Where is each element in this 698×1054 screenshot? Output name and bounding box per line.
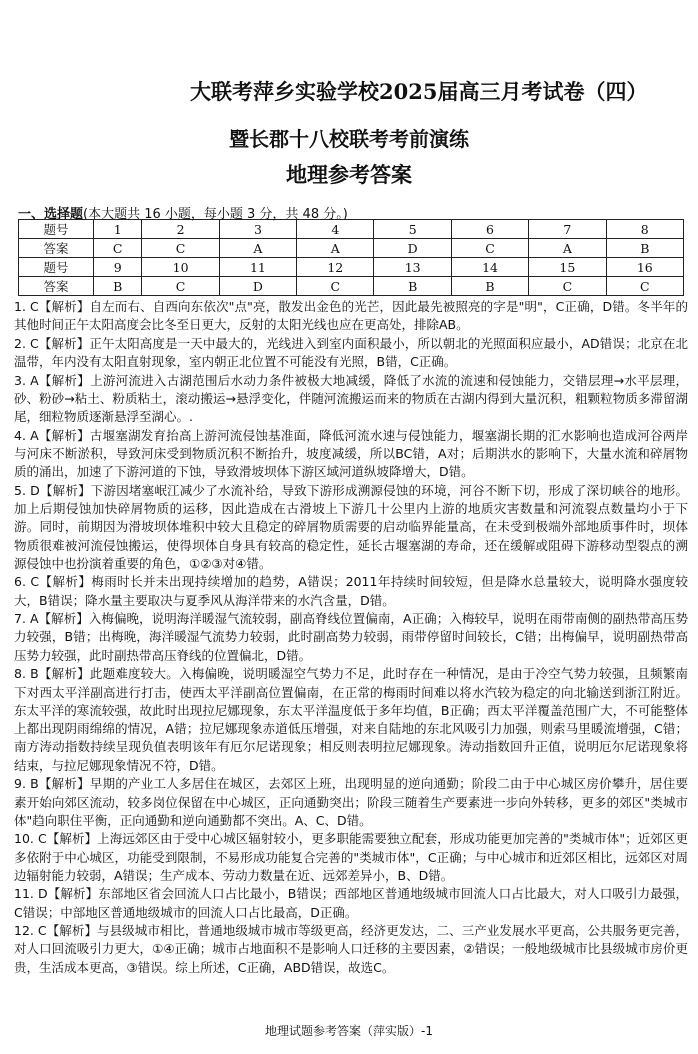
answer-cell: C [142,239,219,258]
question-number: 13 [374,258,451,277]
question-number: 10 [142,258,219,277]
row-label: 题号 [19,258,94,277]
question-number: 5 [374,220,451,239]
answer-cell: D [219,277,296,296]
question-number: 3 [219,220,296,239]
explanation-paragraph: 8. B【解析】此题难度较大。入梅偏晚，说明暖湿空气势力不足，此时存在一种情况，是由于冷空气势力较强，且频繁南下对西太平洋副高进行打击，使西太平洋副高位置偏南，在正常的梅雨时间难以将水汽较为稳定的向北输送到浙江附近。东太平洋的寒流较强，故此时出现拉尼娜现象，东太平洋温度低于多年均值，B正确；西太平洋覆盖范围广大，不可能整体上都出现阴雨绵绵的情况，A错；拉尼娜现象赤道低压增强，对来自陆地的东北风吸引力加强，则索马里暖流增强，C错；南方涛动指数持续呈现负值表明该年有厄尔尼诺现象；相反则表明拉尼娜现象。涛动指数回升正值，说明厄尔尼诺现象将结束，与拉尼娜现象情况不符，D错。 [14,666,688,773]
explanation-paragraph: 5. D【解析】下游因堵塞岷江减少了水流补给，导致下游形成溯源侵蚀的环境，河谷不断下切，形成了深切峡谷的地形。加上后期侵蚀加快碎屑物质的运移，因此造成在古滑坡上下游几十公里内上游的地质灾害数量和河流裂点数量均小于下游。同时，前期因为滑坡坝体堆积中较大且稳定的碎屑物质需要的启动临界能量高，在未受到极端外部地质事件时，坝体物质很难被河流侵蚀搬运，使得坝体自身具有较高的稳定性，延长古堰塞湖的寿命，还在缓解或阻碍下游移动型裂点的溯源侵蚀中也扮演着重要的角色，①②③对④错。 [14,482,688,571]
answer-cell: D [374,239,451,258]
row-label: 题号 [19,220,94,239]
explanation-paragraph: 1. C【解析】自左而右、自西向东依次"点"亮，散发出金色的光芒，因此最先被照亮的字是"明"，C正确，D错。冬半年的其他时间正午太阳高度会比冬至日更大，反射的太阳光线也应在更高处，排除AB。 [14,299,688,333]
question-number: 2 [142,220,219,239]
row-label: 答案 [19,239,94,258]
explanation-paragraph: 10. C【解析】上海远郊区由于受中心城区辐射较小，更多职能需要独立配套，形成功能更加完善的"类城市体"；近郊区更多依附于中心城区，功能受到限制，不易形成功能复合完善的"类城市体"，C正确；与中心城市和近郊区相比，远郊区对周边辐射能力较弱，A错误；生产成本、劳动力数量在近、远郊差异小，B、D错。 [14,831,688,883]
section-label: 一、选择题 [18,207,84,222]
explanations [14,298,688,977]
answer-cell: C [297,277,374,296]
question-number-row [19,258,684,277]
answer-cell: B [374,277,451,296]
explanation-paragraph: 4. A【解析】古堰塞湖发育抬高上游河流侵蚀基准面，降低河流水速与侵蚀能力，堰塞湖长期的汇水影响也造成河谷两岸与河床不断淤积，导致河床受到物质沉积不断抬升，坡度减缓，所以BC错，A对；后期洪水的影响下，大量水流和碎屑物质的涌出，加速了下游河道的下蚀，导致滑坡坝体下游区域河道纵坡降增大，D错。 [14,427,688,480]
answer-cell: A [529,239,606,258]
answer-cell: B [606,239,683,258]
question-number-row [19,220,684,239]
question-number: 16 [606,258,683,277]
section-note: (本大题共 16 小题，每小题 3 分，共 48 分。) [83,207,348,222]
answer-cell: A [219,239,296,258]
answer-cell: C [606,277,683,296]
answer-row [19,239,684,258]
explanation-paragraph: 7. A【解析】入梅偏晚，说明海洋暖湿气流较弱，副高脊线位置偏南，A正确；入梅较早，说明在雨带南侧的副热带高压势力较强，B错；出梅晚，海洋暖湿气流势力较弱，此时副高势力较弱，雨带停留时间较长，C错；出梅偏早，说明副热带高压势力较强，此时副热带高压脊线的位置偏北，D错。 [14,611,688,663]
answer-table [18,219,684,296]
answer-cell: A [297,239,374,258]
question-number: 12 [297,258,374,277]
question-number: 4 [297,220,374,239]
explanation-paragraph: 6. C【解析】梅雨时长并未出现持续增加的趋势，A错误；2011年持续时间较短，但是降水总量较大，说明降水强度较大，B错误；降水量主要取决与夏季风从海洋带来的水汽含量，D错。 [14,574,688,608]
answer-cell: C [451,239,528,258]
question-number: 1 [94,220,142,239]
answer-cell: B [451,277,528,296]
answer-row [19,277,684,296]
explanation-paragraph: 12. C【解析】与县级城市相比，普通地级城市城市等级更高，经济更发达，二、三产业发展水平更高，公共服务更完善，对人口回流吸引力更大，①④正确；城市占地面积不是影响人口迁移的主要因素，②错误；一般地级城市比县级城市房价更贵，生活成本更高，③错误。综上所述，C正确，ABD错误，故选C。 [14,923,688,975]
question-number: 14 [451,258,528,277]
explanation-paragraph: 9. B【解析】早期的产业工人多居住在城区，去郊区上班，出现明显的逆向通勤；阶段二由于中心城区房价攀升，居住要素开始向郊区流动，较多岗位保留在中心城区，正向通勤突出；阶段三随着生产要素进一步向外转移，更多的郊区"类城市体"趋向职住平衡，正向通勤和逆向通勤都不突出。A、C、D错。 [14,776,688,828]
exam-title-rest: 萍乡实验学校2025届高三月考试卷（四） [253,79,648,104]
explanation-paragraph: 11. D【解析】东部地区省会回流人口占比最小，B错误；西部地区普通地级城市回流人口占比最大，对人口吸引力最强，C错误；中部地区普通地级城市的回流人口占比最高，D正确。 [14,886,688,920]
question-number: 15 [529,258,606,277]
row-label: 答案 [19,277,94,296]
question-number: 9 [94,258,142,277]
question-number: 8 [606,220,683,239]
explanation-paragraph: 3. A【解析】上游河流进入古湖范围后水动力条件被极大地减缓，降低了水流的流速和侵蚀能力，交错层理→水平层理，砂、粉砂→粘土、粉质粘土，滚动搬运→悬浮变化，伴随河流搬运而来的物质在古湖内得到大量沉积，粗颗粒物质多滞留湖尾，细粒物质逐渐悬浮至湖心。. [14,372,688,425]
question-number: 6 [451,220,528,239]
answer-cell: C [142,277,219,296]
exam-subtitle: 暨长郡十八校联考考前演练 [229,127,469,151]
question-number: 11 [219,258,296,277]
answer-cell: C [94,239,142,258]
answer-cell: C [529,277,606,296]
page-footer: 地理试题参考答案（萍实版）-1 [265,1024,433,1038]
exam-title [190,76,660,106]
exam-brand: 大联考 [190,79,253,104]
explanation-paragraph: 2. C【解析】正午太阳高度是一天中最大的，光线进入到室内面积最小，所以朝北的光照面积应最小，AD错误；北京在北温带，年内没有太阳直射现象，室内朝正北位置不可能没有光照，B错，C正确。 [14,335,688,370]
question-number: 7 [529,220,606,239]
document-title: 地理参考答案 [286,163,412,187]
answer-cell: B [94,277,142,296]
